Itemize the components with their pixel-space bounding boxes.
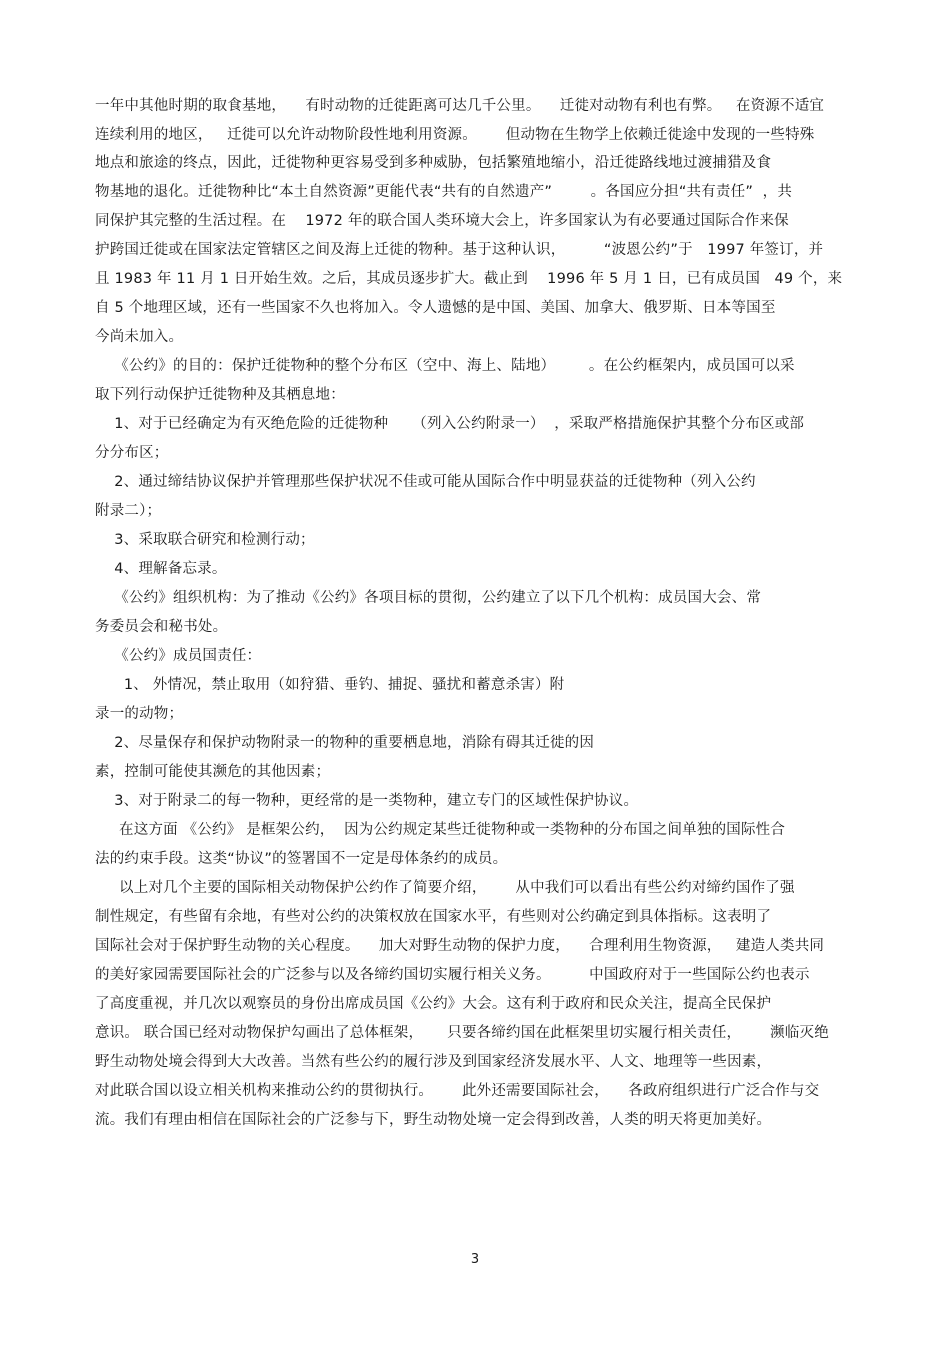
- text-line: 的美好家园需要国际社会的广泛参与以及各缔约国切实履行相关义务。 中国政府对于一些国际公约也表示: [95, 967, 810, 983]
- text-line: 《公约》成员国责任：: [95, 648, 262, 664]
- text-line: 且 1983 年 11 月 1 日开始生效。之后，其成员逐步扩大。截止到 1996 年 5 月 1 日，已有成员国 49 个，来: [95, 271, 843, 287]
- text-line: 物基地的退化。迁徙物种比“本土自然资源”更能代表“共有的自然遗产” 。各国应分担“共有责任” ，共: [95, 184, 793, 200]
- text-line: 同保护其完整的生活过程。在 1972 年的联合国人类环境大会上，许多国家认为有必要通过国际合作来保: [95, 213, 789, 229]
- text-line: 务委员会和秘书处。: [95, 619, 228, 635]
- text-line: 一年中其他时期的取食基地， 有时动物的迁徙距离可达几千公里。 迁徙对动物有利也有弊。 在资源不适宜: [95, 98, 825, 114]
- text-line: 录一的动物；: [95, 706, 184, 722]
- text-line: 以上对几个主要的国际相关动物保护公约作了简要介绍， 从中我们可以看出有些公约对缔约国作了强: [95, 880, 795, 896]
- text-line: 自 5 个地理区域，还有一些国家不久也将加入。令人遗憾的是中国、美国、加拿大、俄罗斯、日本等国至: [95, 300, 776, 316]
- page-number: 3: [470, 1252, 480, 1267]
- text-line: 野生动物处境会得到大大改善。当然有些公约的履行涉及到国家经济发展水平、人文、地理等一些因素，: [95, 1054, 772, 1070]
- text-line: 护跨国迁徙或在国家法定管辖区之间及海上迁徙的物种。基于这种认识， “波恩公约”于 1997 年签订，并: [95, 242, 824, 258]
- text-line: 今尚未加入。: [95, 329, 184, 345]
- text-line: 1、对于已经确定为有灭绝危险的迁徙物种 （列入公约附录一） ，采取严格措施保护其整个分布区或部: [95, 416, 805, 432]
- text-line: 对此联合国以设立相关机构来推动公约的贯彻执行。 此外还需要国际社会， 各政府组织进行广泛合作与交: [95, 1083, 820, 1099]
- text-line: 取下列行动保护迁徙物种及其栖息地：: [95, 387, 345, 403]
- text-line: 连续利用的地区， 迁徙可以允许动物阶段性地利用资源。 但动物在生物学上依赖迁徙途中发现的一些特殊: [95, 127, 815, 143]
- text-line: 《公约》组织机构：为了推动《公约》各项目标的贯彻，公约建立了以下几个机构：成员国大会、常: [95, 590, 762, 606]
- text-line: 2、通过缔结协议保护并管理那些保护状况不佳或可能从国际合作中明显获益的迁徙物种（列入公约: [95, 474, 756, 490]
- text-line: 在这方面 《公约》 是框架公约， 因为公约规定某些迁徙物种或一类物种的分布国之间单独的国际性合: [95, 822, 786, 838]
- text-line: 法的约束手段。这类“协议”的签署国不一定是母体条约的成员。: [95, 851, 508, 867]
- text-line: 3、对于附录二的每一物种，更经常的是一类物种，建立专门的区域性保护协议。: [95, 793, 639, 809]
- text-line: 分分布区；: [95, 445, 169, 461]
- text-line: 3、采取联合研究和检测行动；: [95, 532, 315, 548]
- text-line: 地点和旅途的终点，因此，迁徙物种更容易受到多种威胁，包括繁殖地缩小，沿迁徙路线地过渡捕猎及食: [95, 155, 772, 171]
- text-line: 4、理解备忘录。: [95, 561, 227, 577]
- text-line: 国际社会对于保护野生动物的关心程度。 加大对野生动物的保护力度， 合理利用生物资源， 建造人类共同: [95, 938, 825, 954]
- text-line: 了高度重视，并几次以观察员的身份出席成员国《公约》大会。这有利于政府和民众关注，提高全民保护: [95, 996, 772, 1012]
- text-line: 意识。 联合国已经对动物保护勾画出了总体框架， 只要各缔约国在此框架里切实履行相关责任， 濒临灭绝: [95, 1025, 829, 1041]
- text-line: 素，控制可能使其濒危的其他因素；: [95, 764, 331, 780]
- text-line: 1、 外情况，禁止取用（如狩猎、垂钓、捕捉、骚扰和蓄意杀害）附: [95, 677, 565, 693]
- text-line: 2、尽量保存和保护动物附录一的物种的重要栖息地，消除有碍其迁徙的因: [95, 735, 595, 751]
- text-line: 制性规定，有些留有余地，有些对公约的决策权放在国家水平，有些则对公约确定到具体指标。这表明了: [95, 909, 772, 925]
- text-line: 附录二）；: [95, 503, 162, 519]
- text-line: 《公约》的目的：保护迁徙物种的整个分布区（空中、海上、陆地） 。在公约框架内，成员国可以采: [95, 358, 795, 374]
- text-line: 流。我们有理由相信在国际社会的广泛参与下，野生动物处境一定会得到改善，人类的明天将更加美好。: [95, 1112, 772, 1128]
